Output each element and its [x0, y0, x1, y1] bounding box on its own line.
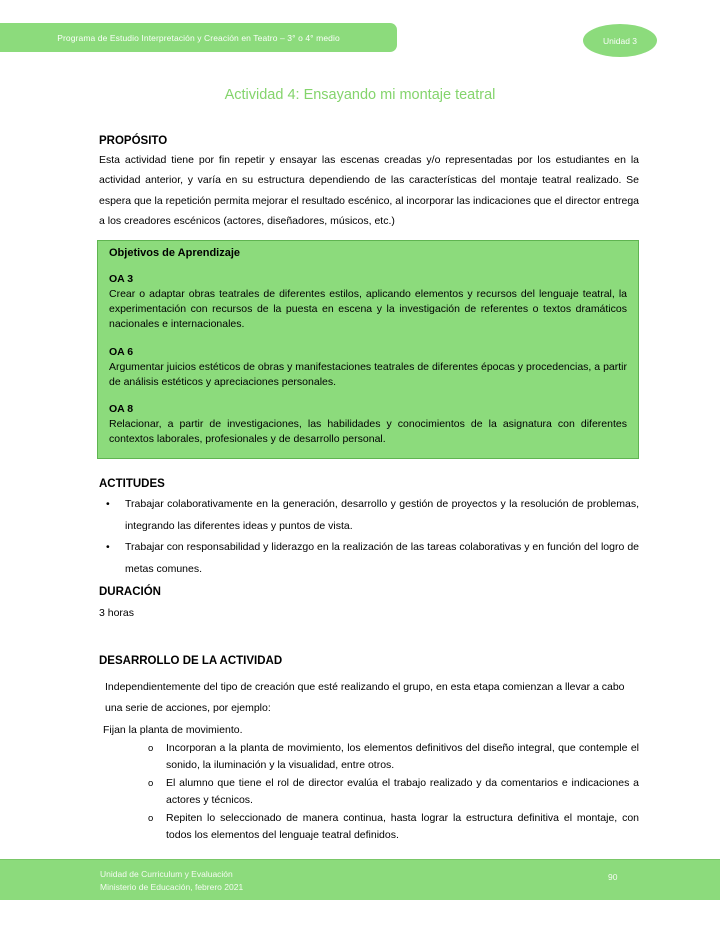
desarrollo-intro: Independientemente del tipo de creación que esté realizando el grupo, en esta etapa comienzan a llevar a cabo una serie de acciones, por ejemplo:: [105, 681, 625, 714]
duracion-value: 3 horas: [99, 607, 135, 619]
section-actitudes: [99, 478, 639, 580]
actitudes-item-text: Trabajar con responsabilidad y liderazgo en la realización de las tareas colaborativas y en función del logro de metas comunes.: [125, 541, 639, 575]
circle-bullet-icon: o: [148, 813, 154, 824]
footer-line2: Ministerio de Educación, febrero 2021: [100, 881, 244, 892]
desarrollo-lead: Fijan la planta de movimiento.: [103, 724, 243, 736]
actitudes-item-text: Trabajar colaborativamente en la generación, desarrollo y gestión de proyectos y la resolución de problemas, integrando las diferentes ideas y puntos de vista.: [125, 498, 639, 532]
proposito-heading: PROPÓSITO: [99, 135, 168, 147]
section-duracion: [99, 586, 639, 619]
oa-text: Relacionar, a partir de investigaciones, las habilidades y conocimientos de la asignatura con diferentes contextos laborales, profesionales y de desarrollo personal.: [109, 418, 627, 446]
proposito-body: Esta actividad tiene por fin repetir y ensayar las escenas creadas y/o representadas por los estudiantes en la actividad anterior, y varía en su estructura dependiendo de las características del montaje teatral realizado. Se espera que la repetición permita mejorar el resultado escénico, al incorporar las indicaciones que el director entrega a los creadores escénicos (actores, diseñadores, músicos, etc.): [99, 154, 639, 228]
bullet-icon: •: [106, 541, 110, 553]
desarrollo-item-text: Repiten lo seleccionado de manera continua, hasta lograr la estructura definitiva el montaje, con todos los elementos del lenguaje teatral definidos.: [166, 812, 639, 841]
header-program-label: Programa de Estudio Interpretación y Creación en Teatro – 3° o 4° medio: [57, 32, 340, 43]
section-proposito: [99, 135, 639, 232]
objetivos-heading: Objetivos de Aprendizaje: [109, 247, 241, 259]
page-title: Actividad 4: Ensayando mi montaje teatral: [224, 87, 496, 103]
oa-code: OA 6: [109, 345, 134, 358]
oa-code: OA 8: [109, 403, 134, 416]
desarrollo-heading: DESARROLLO DE LA ACTIVIDAD: [99, 655, 283, 667]
actitudes-item: [99, 494, 639, 537]
circle-bullet-icon: o: [148, 778, 154, 789]
oa-code: OA 3: [109, 273, 134, 285]
circle-bullet-icon: o: [148, 743, 154, 754]
duracion-heading: DURACIÓN: [99, 586, 161, 598]
desarrollo-item-text: El alumno que tiene el rol de director evalúa el trabajo realizado y da comentarios e indicaciones a actores y técnicos.: [166, 777, 639, 806]
actitudes-heading: ACTITUDES: [99, 478, 165, 490]
header-program-bar: [0, 23, 397, 52]
oa-text: Argumentar juicios estéticos de obras y manifestaciones teatrales de diferentes épocas y procedencias, a partir de análisis estéticos y apreciaciones personales.: [109, 360, 627, 388]
desarrollo-item: [99, 775, 639, 809]
footer-credits: [100, 868, 243, 893]
desarrollo-item: [99, 740, 639, 774]
footer-bar: [0, 859, 720, 900]
objetivos-box: [97, 240, 639, 459]
actitudes-item: [99, 537, 639, 580]
footer-line1: Unidad de Curriculum y Evaluación: [100, 869, 233, 879]
bullet-icon: •: [106, 498, 110, 510]
page-number: 90: [608, 872, 618, 882]
desarrollo-item: [99, 810, 639, 844]
oa-text: Crear o adaptar obras teatrales de diferentes estilos, aplicando elementos y recursos del lenguaje teatral, la experimentación con recursos de la puesta en escena y la investigación de referentes o textos dramáticos nacionales e internacionales.: [109, 288, 627, 331]
section-desarrollo: [99, 655, 639, 844]
desarrollo-item-text: Incorporan a la planta de movimiento, los elementos definitivos del diseño integral, que contemple el sonido, la iluminación y la visualidad, entre otros.: [166, 742, 639, 771]
unit-badge: Unidad 3: [583, 24, 657, 57]
